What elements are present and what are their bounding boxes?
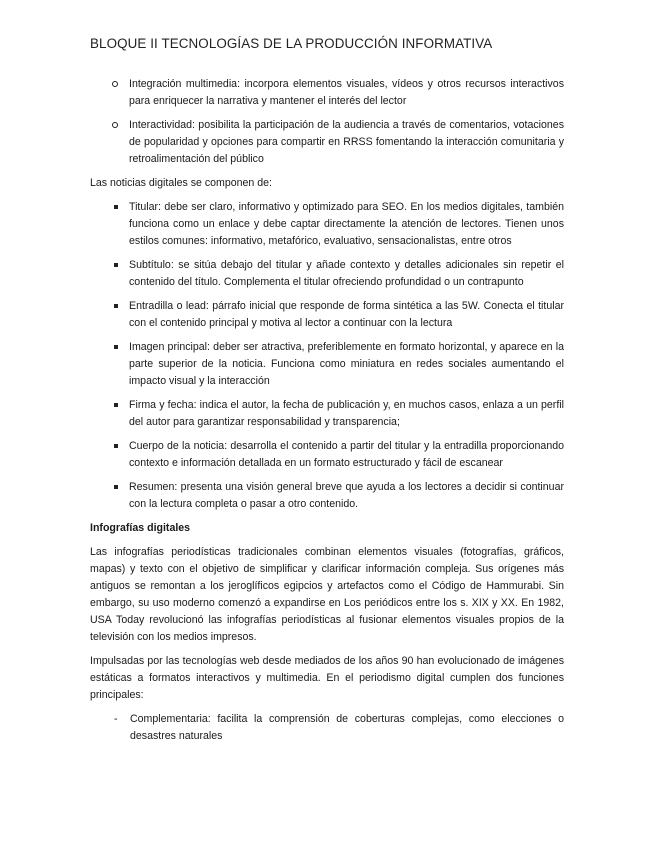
list-item bbox=[90, 339, 564, 390]
square-bullet-icon bbox=[114, 345, 118, 349]
circle-bullet-icon bbox=[112, 81, 118, 87]
list-item-text: Firma y fecha: indica el autor, la fecha de publicación y, en muchos casos, enlaza a un perfil del autor para garantizar responsabilidad y transparencia; bbox=[129, 399, 564, 428]
section-heading: Infografías digitales bbox=[90, 522, 191, 534]
square-bullet-icon bbox=[114, 304, 118, 308]
body-paragraph: Las infografías periodísticas tradicionales combinan elementos visuales (fotografías, gráficos, mapas) y texto con el objetivo de simplificar y clarificar información compleja. Sus orígenes más antiguos se remontan a los jeroglíficos egipcios y artefactos como el Código de Hammurabi. Sin embargo, su uso moderno comenzó a expandirse en Los periódicos entre los s. XIX y XX. En 1982, USA Today revolucionó las infografías periodísticas al fusionar elementos visuales propios de la televisión con los medios impresos. bbox=[90, 546, 564, 643]
dash-bullet-icon: - bbox=[114, 713, 118, 725]
list-item bbox=[90, 257, 564, 291]
list-item-text: Entradilla o lead: párrafo inicial que responde de forma sintética a las 5W. Conecta el titular con el contenido principal y motiva al lector a continuar con la lectura bbox=[129, 300, 564, 329]
list-item-text: Interactividad: posibilita la participación de la audiencia a través de comentarios, votaciones de popularidad y opciones para compartir en RRSS fomentando la interacción comunitaria y retroalimentación del público bbox=[129, 119, 564, 165]
list-item bbox=[90, 117, 564, 168]
list-item bbox=[90, 479, 564, 513]
list-item bbox=[90, 199, 564, 250]
square-bullet-icon bbox=[114, 205, 118, 209]
document-body bbox=[90, 76, 564, 752]
list-item bbox=[90, 438, 564, 472]
list-item-text: Imagen principal: deber ser atractiva, preferiblemente en formato horizontal, y aparece en la parte superior de la noticia. Funciona como miniatura en redes sociales aumentando el impacto visual y la interacción bbox=[129, 341, 564, 387]
square-bullet-icon bbox=[114, 403, 118, 407]
list-item bbox=[90, 711, 564, 745]
square-bullet-icon bbox=[114, 485, 118, 489]
square-bullet-icon bbox=[114, 444, 118, 448]
list-item-text: Complementaria: facilita la comprensión de coberturas complejas, como elecciones o desastres naturales bbox=[130, 713, 564, 742]
circle-bullet-icon bbox=[112, 122, 118, 128]
list-item-text: Cuerpo de la noticia: desarrolla el contenido a partir del titular y la entradilla proporcionando contexto e información detallada en un formato estructurado y fácil de escanear bbox=[129, 440, 564, 469]
body-paragraph: Impulsadas por las tecnologías web desde mediados de los años 90 han evolucionado de imágenes estáticas a formatos interactivos y multimedia. En el periodismo digital cumplen dos funciones principales: bbox=[90, 655, 564, 701]
square-bullet-icon bbox=[114, 263, 118, 267]
page-header: BLOQUE II TECNOLOGÍAS DE LA PRODUCCIÓN INFORMATIVA bbox=[90, 36, 493, 51]
list-item-text: Integración multimedia: incorpora elementos visuales, vídeos y otros recursos interactivos para enriquecer la narrativa y mantener el interés del lector bbox=[129, 78, 564, 107]
list-item bbox=[90, 76, 564, 110]
list-item-text: Subtítulo: se sitúa debajo del titular y añade contexto y detalles adicionales sin repetir el contenido del título. Complementa el titular ofreciendo profundidad o un contrapunto bbox=[129, 259, 564, 288]
list-item bbox=[90, 298, 564, 332]
list-item-text: Resumen: presenta una visión general breve que ayuda a los lectores a decidir si continuar con la lectura completa o pasar a otro contenido. bbox=[129, 481, 564, 510]
intro-paragraph: Las noticias digitales se componen de: bbox=[90, 177, 272, 189]
list-item-text: Titular: debe ser claro, informativo y optimizado para SEO. En los medios digitales, también funciona como un enlace y debe captar directamente la atención de lectores. Tienen unos estilos comunes: informativo, metafórico, evaluativo, sensacionalistas, entre otros bbox=[129, 201, 564, 247]
list-item bbox=[90, 397, 564, 431]
